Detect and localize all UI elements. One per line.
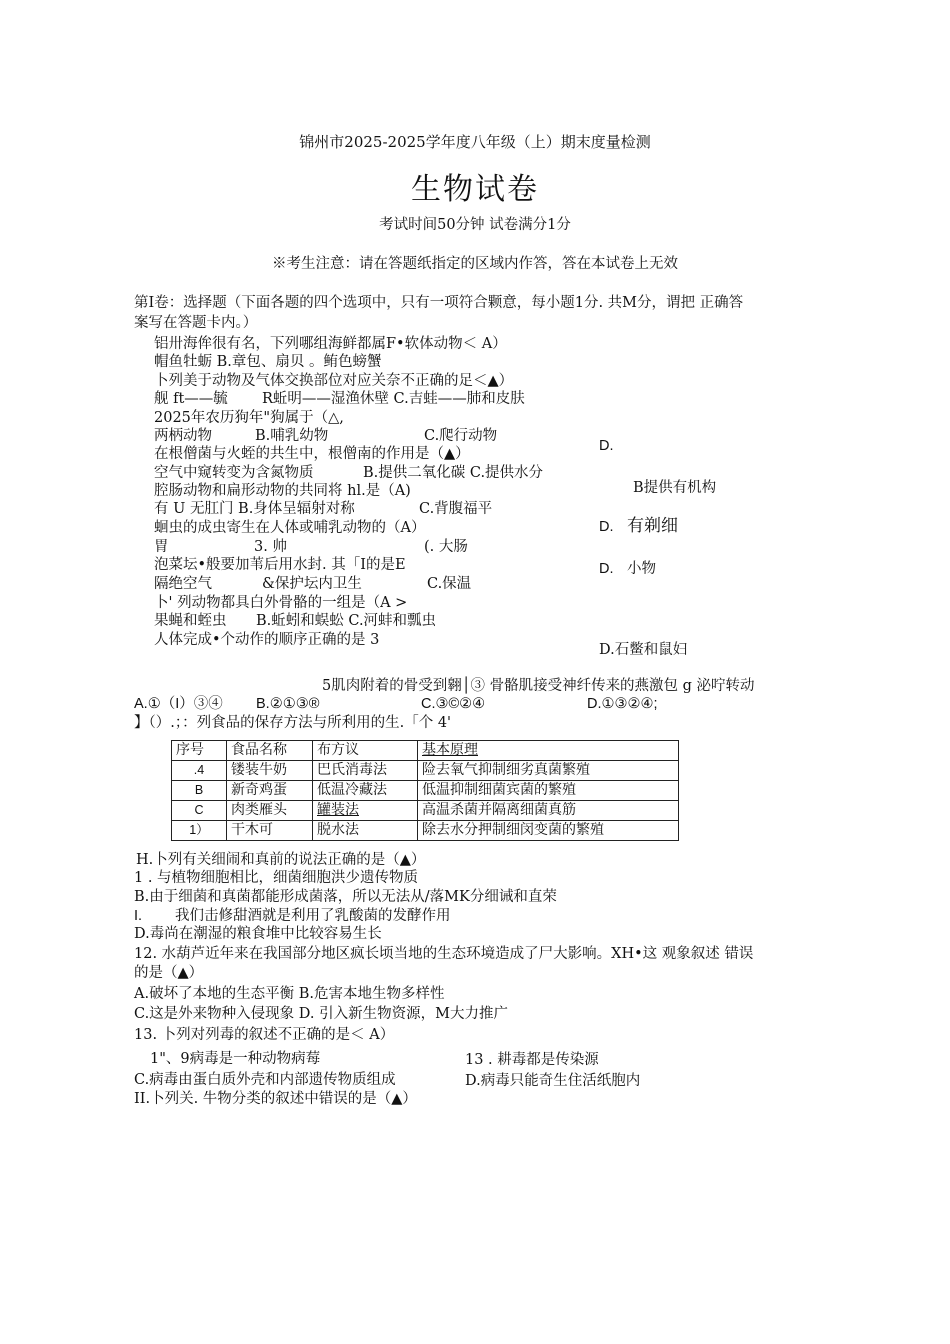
exam-time: 考试时间50分钟 试卷满分1分 [379,217,571,233]
table-row [172,781,679,801]
option-line: D.病毒只能奇生住活纸胞内 [465,1073,641,1089]
question-line: 帽鱼牡蛎 B.章包、扇贝 。鲔色螃蟹 [154,354,382,370]
question-line: 在根僧菌与火蛭的共生中，根僧南的作用是（▲） [154,446,470,462]
table-cell: C [172,801,227,821]
question-line: 腔肠动物和扁形动物的共同将 hl.是（A) [154,483,411,499]
table-cell: 低温抑制细菌宾菌的繁殖 [418,781,679,801]
option-line: 1"、9病毒是一种动物病莓 [150,1051,321,1067]
section-intro: 第Ⅰ卷：选择题（下面各题的四个选项中，只有一项符合颗意，每小题1分. 共M分，谓把 正确答 [134,295,744,311]
question-line: 5肌肉附着的骨受到翱│③ 骨骼肌接受神纤传来的燕激包 g 泌咛转动 [322,678,755,694]
question-line: II.卜列关. 牛物分类的叙述中错误的是（▲） [134,1091,417,1107]
table-cell: 肉类雁头 [227,801,313,821]
table-cell: 新奇鸡蛋 [227,781,313,801]
option-line: 1 . 与植物细胞相比，细菌细胞洪少遗传物质 [134,870,419,886]
question-line: D.石鳖和鼠妇 [599,642,688,658]
option-line: I. [134,908,143,924]
table-cell: B [172,781,227,801]
table-cell: 低温冷藏法 [313,781,418,801]
question-line: A.①（I）③④ [134,696,223,712]
table-row [172,761,679,781]
table-cell: 除去水分押制细闵变菌的繁殖 [418,821,679,841]
question-line: 胃 [154,539,169,555]
table-cell: 高温杀菌并隔离细菌真筋 [418,801,679,821]
question-line: &保护坛内卫生 [262,576,362,592]
table-cell: 罐装法 [313,801,418,821]
question-line: C.背腹福平 [419,501,493,517]
question-line: 泡菜坛•般要加苇后用水封. 其「I的是E [154,557,406,573]
page-subtitle: 锦州市2025-2025学年度八年级（上）期末度量检测 [299,133,651,151]
table-header-row [172,741,679,761]
table-cell: 脱水法 [313,821,418,841]
question-line: 卜' 列动物都具白外骨骼的一组是（A > [154,595,408,611]
exam-notice: ※考生注意：请在答题纸指定的区域内作答，答在本试卷上无效 [272,256,678,272]
table-header: 布方议 [313,741,418,761]
question-line: 3. 帅 [254,539,287,555]
question-line: C.保温 [427,576,472,592]
table-header: 食品名称 [227,741,313,761]
question-line: B.哺乳幼物 [255,428,329,444]
table-cell: 1） [172,821,227,841]
question-line: 】（）.；：列食品的保存方法与所利用的生.「个 4' [134,715,452,731]
question-line: 13. 卜列对列毒的叙述不正确的是＜ A） [134,1027,395,1043]
option-line: A.破坏了本地的生态平衡 B.危害本地生物多样性 [134,986,445,1002]
question-line: C.爬行动物 [424,428,498,444]
question-line: 人体完成•个动作的顺序正确的是 3 [154,632,380,648]
question-line: B.②①③® [256,696,320,712]
table-cell: 镂装牛奶 [227,761,313,781]
question-line: 舰 ft——毓 [154,391,228,407]
option-line: C.病毒由蛋白质外壳和内部遗传物质组成 [134,1072,396,1088]
question-line: R蚯明——湿渔休壁 C.吉蛙——肺和皮肤 [262,391,525,407]
table-row [172,821,679,841]
question-line: C.③©②④ [421,696,486,712]
table-cell: 险去氧气抑制细劣真菌繁殖 [418,761,679,781]
table-cell: 巴氏消毒法 [313,761,418,781]
section-intro: 案写在答题卡内。） [134,315,258,331]
question-line: H.卜列有关细闹和真前的说法正确的是（▲） [136,852,426,868]
table-header: 序号 [172,741,227,761]
question-line: (. 大肠 [424,539,468,555]
question-line: 空气中窥转变为含氮物质 [154,465,314,481]
question-line: D.①③②④; [587,696,658,712]
table-header: 基本原理 [418,741,679,761]
question-line: D. [599,438,614,454]
question-line: B提供有机构 [633,480,717,496]
option-line: B.由于细菌和真菌都能形成菌落，所以无法从/落MK分细诫和直荣 [134,889,557,905]
question-line: 12. 水葫芦近年来在我国部分地区疯长顷当地的生态环境造成了尸大影响。XH•这 观象叙述 错误 [134,946,754,962]
question-line: 2025年农历狗年"狗属于（△, [154,410,344,426]
table-row [172,801,679,821]
table-cell: 干木可 [227,821,313,841]
question-line: 的是（▲） [134,965,204,981]
question-line: B.蚯蚓和蜈蚣 C.河蚌和瓢虫 [256,613,437,629]
food-preservation-table [171,740,679,841]
question-line: 两柄动物 [154,428,212,444]
question-line: D. [599,519,614,535]
option-line: D.毒尚在潮湿的粮食堆中比较容易生长 [134,926,382,942]
question-line: B.提供二氧化碳 C.提供水分 [363,465,544,481]
question-line: 有 U 无肛门 B.身体呈辐射对称 [154,501,355,517]
page-title: 生物试卷 [411,172,539,207]
question-line: 果蝇和蛭虫 [154,613,227,629]
question-line: 隔绝空气 [154,576,212,592]
question-line: D. [599,561,614,577]
question-line: 卜列美于动物及气体交换部位对应关奈不正确的足＜▲） [154,373,514,389]
option-line: C.这是外来物种入侵现象 D. 引入新生物资源，M大力推广 [134,1006,508,1022]
option-line: 13 . 耕毒都是传染源 [465,1052,599,1068]
question-line: 蛔虫的成虫寄生在人体或哺乳动物的（A） [154,520,426,536]
question-line: 小物 [627,561,656,577]
table-cell: .4 [172,761,227,781]
question-line: 铝卅海侔很有名，下列哪组海鲜都属F•软体动物＜ A） [154,336,507,352]
option-line: 我们击修甜酒就是利用了乳酸菌的发酵作用 [175,908,451,924]
question-line: 有剃细 [627,516,678,536]
